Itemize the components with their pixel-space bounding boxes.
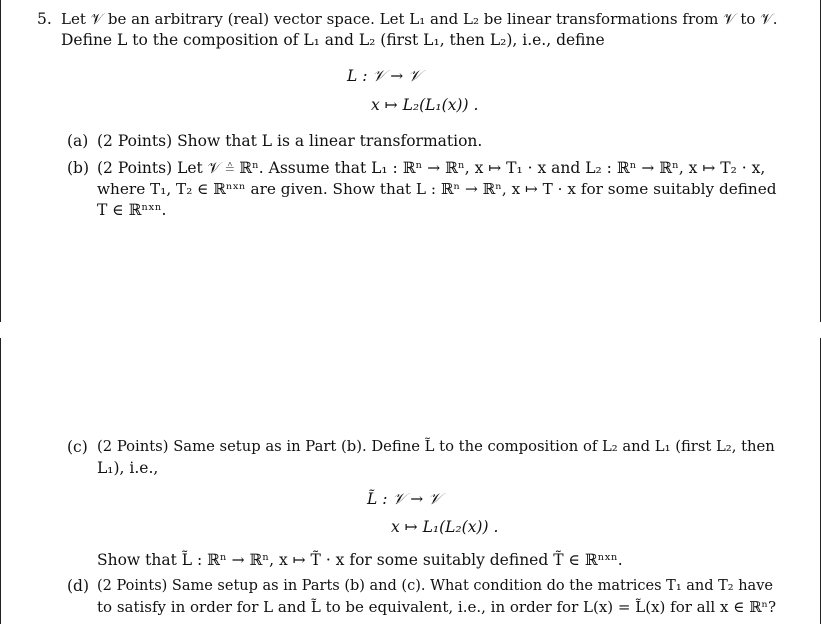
- part-c-line-1: (2 Points) Same setup as in Part (b). Define L̃ to the composition of L₂ and L₁ (first L₂, then: [97, 438, 775, 455]
- part-c-line-2: L₁), i.e.,: [97, 459, 159, 477]
- part-b-line-1: (2 Points) Let 𝒱 ≙ ℝⁿ. Assume that L₁ : ℝⁿ → ℝⁿ, x ↦ T₁ · x and L₂ : ℝⁿ → ℝⁿ, x ↦ T₂ · x,: [97, 159, 766, 177]
- part-c-line-3: Show that L̃ : ℝⁿ → ℝⁿ, x ↦ T̃ · x for some suitably defined T̃ ∈ ℝⁿˣⁿ.: [97, 551, 623, 569]
- page-bottom: [0, 338, 821, 624]
- part-d-line-2: to satisfy in order for L and L̃ to be equivalent, i.e., in order for L(x) = L̃(x) for all x ∈ ℝⁿ?: [97, 598, 777, 616]
- part-c-definition-rule: x ↦ L₁(L₂(x)) .: [391, 518, 499, 536]
- part-b-line-3: T ∈ ℝⁿˣⁿ.: [97, 201, 167, 219]
- part-a-label: (a): [67, 132, 89, 150]
- definition-rule: x ↦ L₂(L₁(x)) .: [371, 96, 479, 114]
- part-b-label: (b): [67, 159, 90, 177]
- intro-line-1: Let 𝒱 be an arbitrary (real) vector space. Let L₁ and L₂ be linear transformations from 𝒱 to 𝒱.: [61, 10, 778, 28]
- part-d-line-1: (2 Points) Same setup as in Parts (b) and (c). What condition do the matrices T₁ and T₂ have: [97, 578, 773, 594]
- part-c-label: (c): [67, 438, 88, 456]
- part-d-label: (d): [67, 577, 90, 595]
- part-c-definition-map: L̃ : 𝒱 → 𝒱: [367, 490, 442, 508]
- intro-line-2: Define L to the composition of L₁ and L₂ (first L₁, then L₂), i.e., define: [61, 31, 605, 49]
- part-b-line-2: where T₁, T₂ ∈ ℝⁿˣⁿ are given. Show that L : ℝⁿ → ℝⁿ, x ↦ T · x for some suitably defined: [97, 180, 777, 198]
- part-a-text: (2 Points) Show that L is a linear transformation.: [97, 132, 483, 150]
- problem-number: 5.: [37, 10, 52, 28]
- definition-map: L : 𝒱 → 𝒱: [347, 67, 422, 85]
- page-break: [0, 322, 821, 338]
